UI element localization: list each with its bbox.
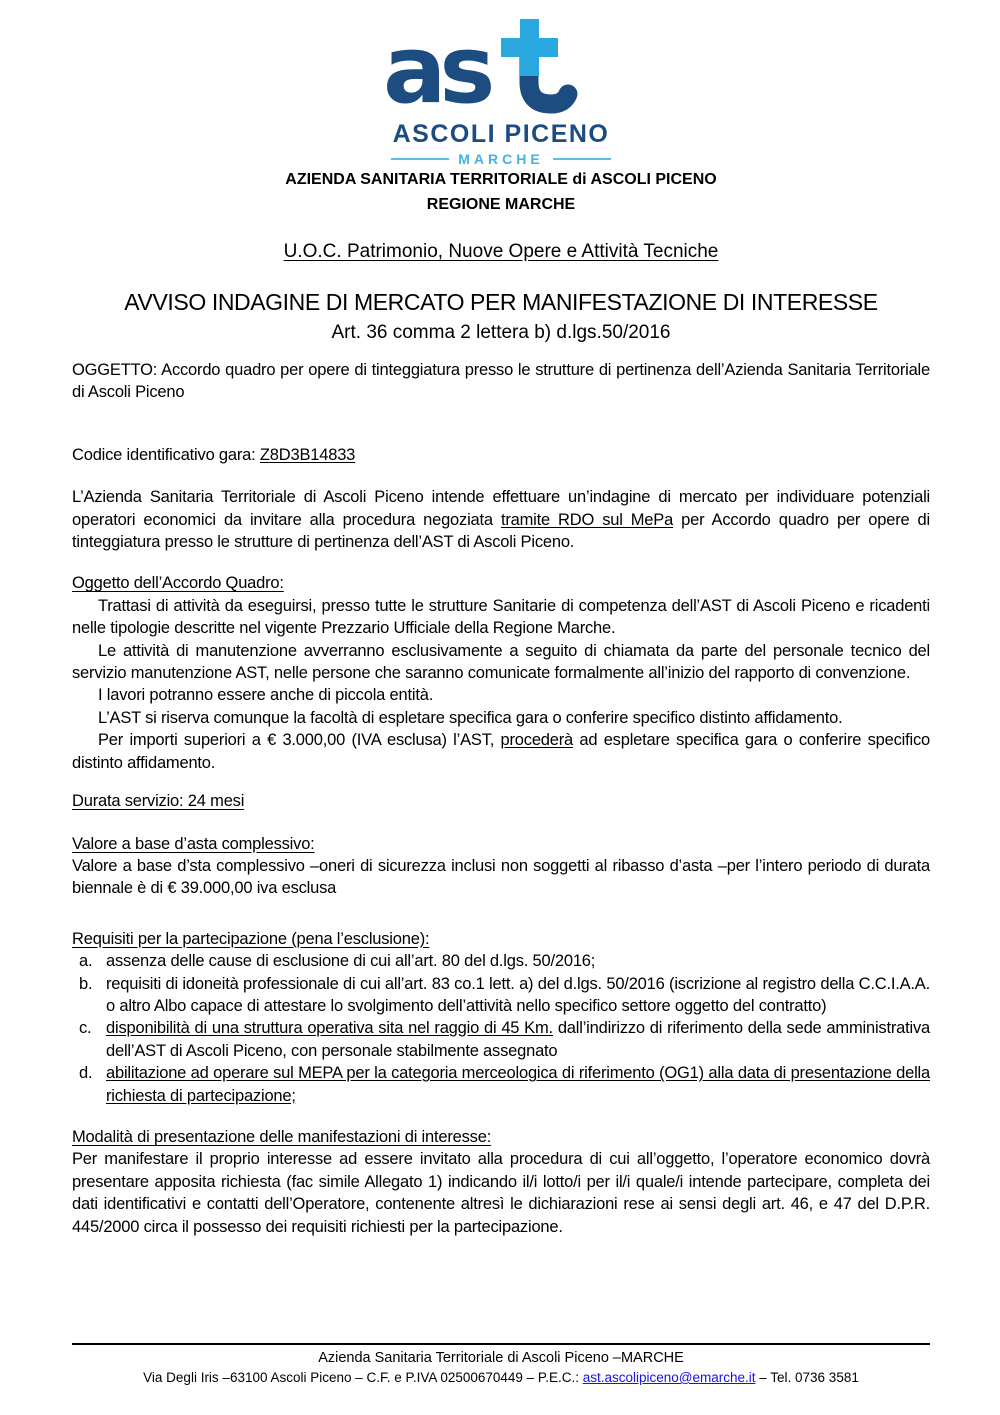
divider-line-right (553, 158, 611, 160)
cig-line (72, 444, 930, 466)
footer-email-link[interactable]: ast.ascolipiceno@emarche.it (582, 1370, 756, 1385)
item-text-after: dall’indirizzo di riferimento della sede amministrativa dell’AST di Ascoli Piceno, con personale stabilmente assegnato (106, 1019, 930, 1060)
item-letter: c. (79, 1019, 92, 1038)
item-text-plain: assenza delle cause di esclusione di cui all’art. 80 del d.lgs. 50/2016; (106, 952, 596, 971)
uoc-heading: U.O.C. Patrimonio, Nuove Opere e Attività Tecniche (283, 241, 719, 262)
item-text (106, 1062, 930, 1107)
requisito-item-d (72, 1062, 930, 1107)
requisiti-heading: Requisiti per la partecipazione (pena l’esclusione): (72, 929, 430, 948)
cig-label: Codice identificativo gara: (72, 445, 260, 464)
importi-text: Per importi superiori a € 3.000,00 (IVA esclusa) l’AST, (98, 731, 501, 750)
item-text-plain: requisiti di idoneità professionale di cui all’art. 83 co.1 lett. a) del d.lgs. 50/2016 (iscrizione al registro della C.C.I.A.A. o altro Albo capace di attestare lo svolgimento dell’attività nello specifico settore oggetto del contratto) (106, 974, 930, 1015)
notice-title: AVVISO INDAGINE DI MERCATO PER MANIFESTAZIONE DI INTERESSE (124, 289, 878, 315)
oggetto-paragraph: OGGETTO: Accordo quadro per opere di tinteggiatura presso le strutture di pertinenza dell’Azienda Sanitaria Territoriale di Ascoli Piceno (72, 361, 930, 402)
intro-text: L’Azienda Sanitaria Territoriale di Ascoli Piceno intende effettuare un’indagine di mercato per individuare potenziali operatori economici da invitare alla procedura negoziata (72, 488, 930, 529)
footer-org-line: Azienda Sanitaria Territoriale di Ascoli Piceno –MARCHE (318, 1350, 684, 1366)
requisito-item-c (72, 1017, 930, 1062)
procedera-underline: procederà (500, 731, 574, 750)
footer-phone-text: – Tel. 0736 3581 (755, 1370, 859, 1385)
item-text (106, 950, 930, 972)
intro-text-after: per Accordo quadro per opere di tinteggiatura presso le strutture di pertinenza dell’AST di Ascoli Piceno. (72, 510, 930, 552)
accordo-paragraph-2: Le attività di manutenzione avverranno esclusivamente a seguito di chiamata da parte del personale tecnico del servizio manutenzione AST, nelle persone che saranno comunicate formalmente all’inizio del rapporto di convenzione. (72, 641, 930, 683)
svg-text:as: as (383, 16, 489, 120)
divider-line-left (391, 158, 449, 160)
item-letter: d. (79, 1064, 93, 1083)
accordo-paragraph-4: L’AST si riserva comunque la facoltà di espletare specifica gara o conferire specifico distinto affidamento. (98, 708, 843, 727)
accordo-paragraph-5 (72, 729, 930, 774)
footer-address-text: Via Degli Iris –63100 Ascoli Piceno – C.F. e P.IVA 02500670449 – P.E.C.: (143, 1370, 583, 1385)
item-text-underline: disponibilità di una struttura operativa sita nel raggio di 45 Km. (106, 1019, 553, 1038)
accordo-paragraph-3: I lavori potranno essere anche di piccola entità. (98, 686, 434, 705)
logo-region-label: MARCHE (458, 151, 544, 167)
accordo-quadro-heading: Oggetto dell’Accordo Quadro: (72, 574, 284, 593)
org-name: AZIENDA SANITARIA TERRITORIALE di ASCOLI PICENO (285, 171, 717, 188)
cig-value: Z8D3B14833 (259, 445, 356, 464)
valore-heading: Valore a base d’asta complessivo: (72, 834, 315, 853)
org-region: REGIONE MARCHE (426, 196, 576, 213)
item-text (106, 973, 930, 1018)
logo-region-row (72, 151, 930, 167)
requisito-item-b (72, 973, 930, 1018)
rdo-mepa-underline: tramite RDO sul MePa (500, 510, 674, 529)
logo-city-label: ASCOLI PICENO (392, 120, 610, 148)
ast-logo-icon (383, 16, 619, 120)
item-letter: a. (79, 952, 93, 971)
durata-heading: Durata servizio: 24 mesi (72, 792, 245, 811)
item-text (106, 1017, 930, 1062)
accordo-paragraph-1: Trattasi di attività da eseguirsi, presso tutte le strutture Sanitarie di competenza dell’AST di Ascoli Piceno e ricadenti nelle tipologie descritte nel vigente Prezzario Ufficiale della Regione Marche. (72, 596, 930, 638)
logo-block (72, 16, 930, 167)
item-text-underline: abilitazione ad operare sul MEPA per la categoria merceologica di riferimento (OG1) alla data di presentazione della richiesta di partecipazione; (106, 1064, 930, 1105)
notice-subtitle: Art. 36 comma 2 lettera b) d.lgs.50/2016 (331, 322, 671, 343)
modalita-paragraph: Per manifestare il proprio interesse ad essere invitato alla procedura di cui all’oggetto, l’operatore economico dovrà presentare apposita richiesta (fac simile Allegato 1) indicando il/i lotto/i per il/i quale/i intende partecipare, completa dei dati identificativi e contatti dell’Operatore, contenente altresì le dichiarazioni rese ai sensi degli art. 46, e 47 del D.P.R. 445/2000 circa il possesso dei requisiti richiesti per la partecipazione. (72, 1150, 930, 1236)
page-footer (72, 1343, 930, 1387)
item-letter: b. (79, 974, 93, 993)
requisito-item-a (72, 950, 930, 972)
modalita-heading: Modalità di presentazione delle manifestazioni di interesse: (72, 1127, 492, 1146)
importi-text-after: ad espletare specifica gara o conferire specifico distinto affidamento. (72, 731, 930, 772)
valore-paragraph: Valore a base d’sta complessivo –oneri di sicurezza inclusi non soggetti al ribasso d’asta –per l’intero periodo di durata biennale è di € 39.000,00 iva esclusa (72, 856, 930, 898)
intro-paragraph (72, 486, 930, 553)
footer-address-line (72, 1368, 930, 1387)
